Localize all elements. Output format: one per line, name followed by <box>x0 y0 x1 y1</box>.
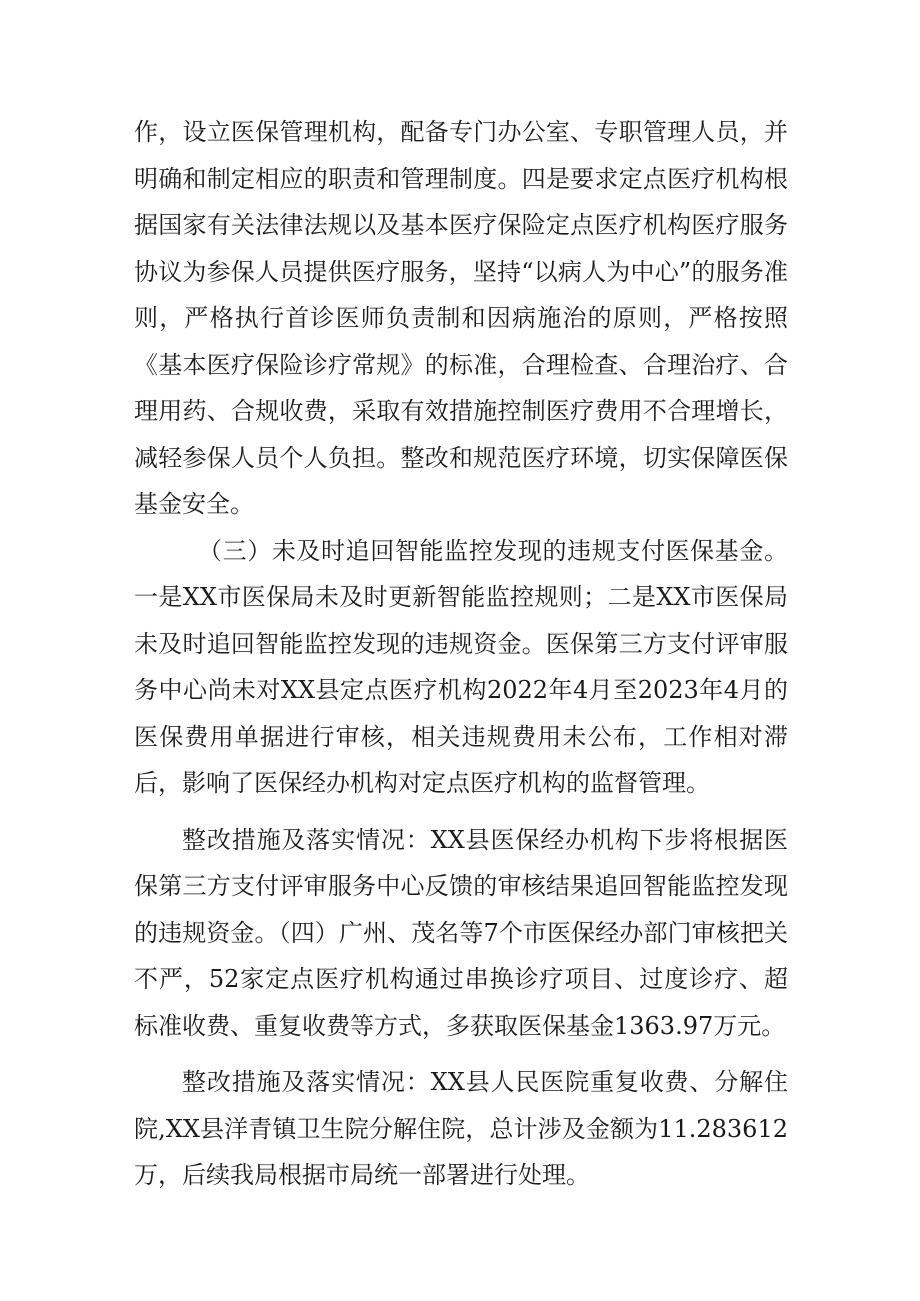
document-body <box>134 109 788 1199</box>
paragraph-rectification-one: 整改措施及落实情况：XX县医保经办机构下步将根据医保第三方支付评审服务中心反馈的审核结果追回智能监控发现的违规资金。（四）广州、茂名等7个市医保经办部门审核把关不严，52家定点医疗机构通过串换诊疗项目、过度诊疗、超标准收费、重复收费等方式，多获取医保基金1363.97万元。 <box>134 825 788 1040</box>
paragraph-continuation: 作，设立医保管理机构，配备专门办公室、专职管理人员，并明确和制定相应的职责和管理制度。四是要求定点医疗机构根据国家有关法律法规以及基本医疗保险定点医疗机构医疗服务协议为参保人员提供医疗服务，坚持“以病人为中心”的服务准则，严格执行首诊医师负责制和因病施治的原则，严格按照《基本医疗保险诊疗常规》的标准，合理检查、合理治疗、合理用药、合规收费，采取有效措施控制医疗费用不合理增长，减轻参保人员个人负担。整改和规范医疗环境，切实保障医保基金安全。 <box>134 118 788 518</box>
paragraph-gap <box>134 807 788 817</box>
paragraph-rectification-two: 整改措施及落实情况：XX县人民医院重复收费、分解住院,XX县洋青镇卫生院分解住院，总计涉及金额为11.283612万，后续我局根据市局统一部署进行处理。 <box>134 1068 788 1189</box>
paragraph-gap <box>134 1049 788 1059</box>
paragraph-section-three: （三）未及时追回智能监控发现的违规支付医保基金。一是XX市医保局未及时更新智能监控规则；二是XX市医保局未及时追回智能监控发现的违规资金。医保第三方支付评审服务中心尚未对XX县定点医疗机构2022年4月至2023年4月的医保费用单据进行审核，相关违规费用未公布，工作相对滞后，影响了医保经办机构对定点医疗机构的监督管理。 <box>134 536 788 797</box>
